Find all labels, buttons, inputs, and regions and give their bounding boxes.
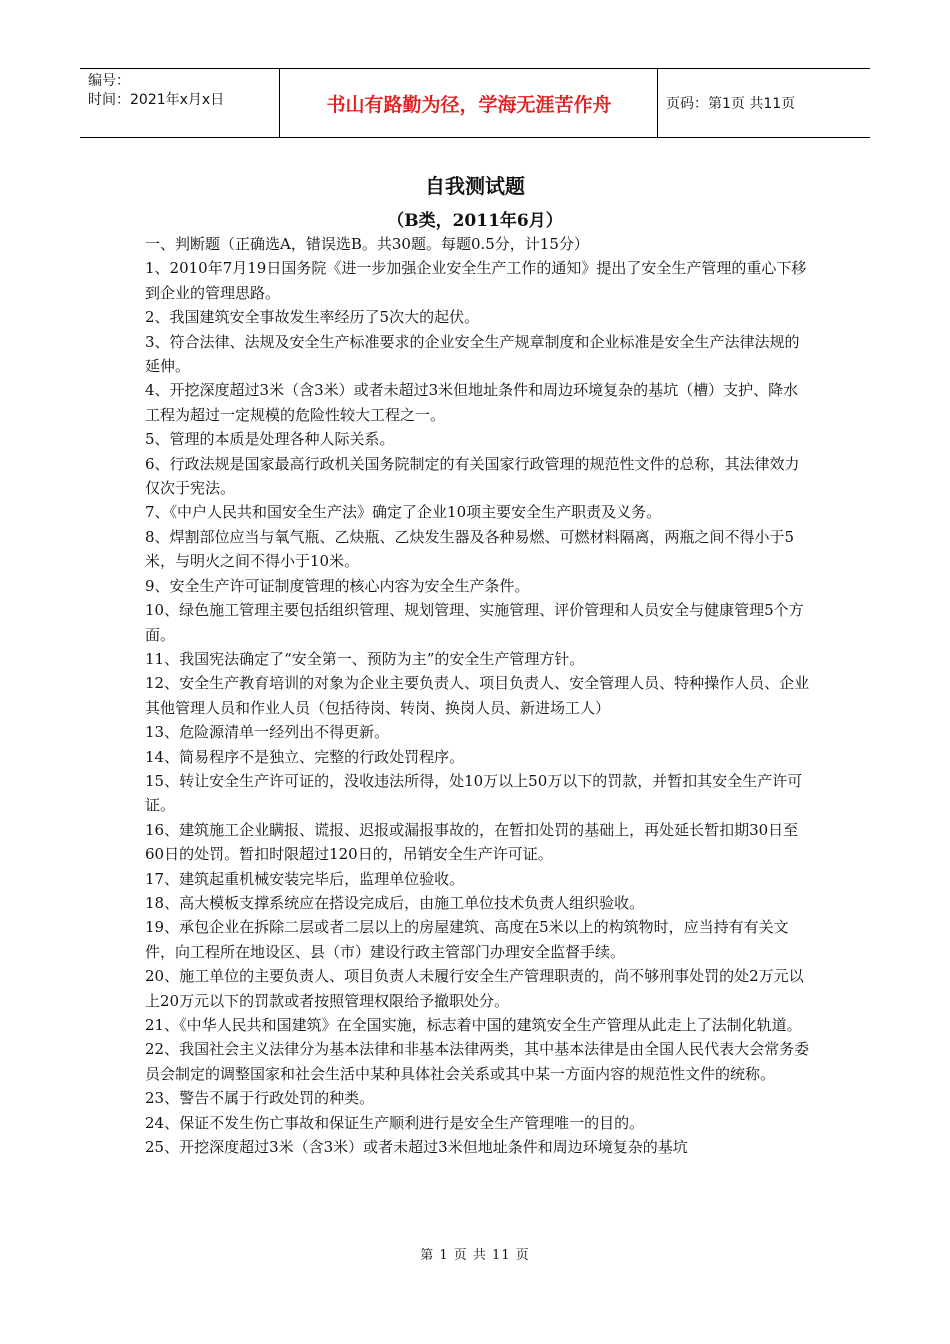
question-item: 11、我国宪法确定了“安全第一、预防为主”的安全生产管理方针。 <box>145 649 585 668</box>
question-item: 12、安全生产教育培训的对象为企业主要负责人、项目负责人、安全管理人员、特种操作人员、企业其他管理人员和作业人员（包括待岗、转岗、换岗人员、新进场工人） <box>145 674 810 717</box>
question-item: 16、建筑施工企业瞒报、谎报、迟报或漏报事故的，在暂扣处罚的基础上，再处延长暂扣期30日至60日的处罚。暂扣时限超过120日的，吊销安全生产许可证。 <box>145 820 799 864</box>
question-item: 23、警告不属于行政处罚的种类。 <box>145 1089 375 1108</box>
number-label: 编号： <box>88 73 130 89</box>
header-motto: 书山有路勤为径，学海无涯苦作舟 <box>281 69 658 137</box>
section-heading: 一、判断题（正确选A，错误选B。共30题。每题0.5分，计15分） <box>145 235 589 253</box>
document-header <box>80 68 870 138</box>
question-item: 17、建筑起重机械安装完毕后，监理单位验收。 <box>145 869 465 888</box>
question-item: 7、《中户人民共和国安全生产法》确定了企业10项主要安全生产职责及义务。 <box>145 503 662 522</box>
question-item: 15、转让安全生产许可证的，没收违法所得，处10万以上50万以下的罚款，并暂扣其安全生产许可证。 <box>145 771 803 815</box>
question-item: 1、2010年7月19日国务院《进一步加强企业安全生产工作的通知》提出了安全生产管理的重心下移到企业的管理思路。 <box>145 259 807 302</box>
question-item: 13、危险源清单一经列出不得更新。 <box>145 723 390 742</box>
page-title: 自我测试题 <box>425 174 525 198</box>
question-item: 4、开挖深度超过3米（含3米）或者未超过3米但地址条件和周边环境复杂的基坑（槽）支护、降水工程为超过一定规模的危险性较大工程之一。 <box>145 381 799 424</box>
time-label: 时间：2021年x月x日 <box>88 92 225 108</box>
header-page-info: 页码：第1页 共11页 <box>666 96 796 112</box>
question-item: 5、管理的本质是处理各种人际关系。 <box>145 430 395 449</box>
question-item: 25、开挖深度超过3米（含3米）或者未超过3米但地址条件和周边环境复杂的基坑 <box>145 1138 688 1157</box>
document-body <box>145 232 810 1159</box>
question-item: 9、安全生产许可证制度管理的核心内容为安全生产条件。 <box>145 576 530 595</box>
question-item: 18、高大模板支撑系统应在搭设完成后，由施工单位技术负责人组织验收。 <box>145 893 645 912</box>
question-item: 8、焊割部位应当与氧气瓶、乙炔瓶、乙炔发生器及各种易燃、可燃材料隔离，两瓶之间不得小于5米，与明火之间不得小于10米。 <box>145 527 795 571</box>
question-item: 3、符合法律、法规及安全生产标准要求的企业安全生产规章制度和企业标准是安全生产法律法规的延伸。 <box>145 332 800 376</box>
question-item: 6、行政法规是国家最高行政机关国务院制定的有关国家行政管理的规范性文件的总称，其法律效力仅次于宪法。 <box>145 454 800 498</box>
question-item: 10、绿色施工管理主要包括组织管理、规划管理、实施管理、评价管理和人员安全与健康管理5个方面。 <box>145 601 804 644</box>
question-item: 14、简易程序不是独立、完整的行政处罚程序。 <box>145 747 465 766</box>
question-item: 2、我国建筑安全事故发生率经历了5次大的起伏。 <box>145 308 480 327</box>
question-item: 21、《中华人民共和国建筑》在全国实施，标志着中国的建筑安全生产管理从此走上了法制化轨道。 <box>145 1016 802 1034</box>
page-footer: 第 1 页 共 11 页 <box>420 1248 530 1263</box>
question-item: 22、我国社会主义法律分为基本法律和非基本法律两类，其中基本法律是由全国人民代表大会常务委员会制定的调整国家和社会生活中某种具体社会关系或其中某一方面内容的规范性文件的统称。 <box>145 1040 810 1083</box>
question-item: 19、承包企业在拆除二层或者二层以上的房屋建筑、高度在5米以上的构筑物时，应当持有有关文件，向工程所在地设区、县（市）建设行政主管部门办理安全监督手续。 <box>145 918 789 961</box>
question-item: 20、施工单位的主要负责人、项目负责人未履行安全生产管理职责的，尚不够刑事处罚的处2万元以上20万元以下的罚款或者按照管理权限给予撤职处分。 <box>145 967 804 1010</box>
page-subtitle: （B类，2011年6月） <box>387 211 563 231</box>
question-item: 24、保证不发生伤亡事故和保证生产顺利进行是安全生产管理唯一的目的。 <box>145 1113 645 1132</box>
header-meta <box>80 69 280 137</box>
question-list <box>145 256 810 1159</box>
